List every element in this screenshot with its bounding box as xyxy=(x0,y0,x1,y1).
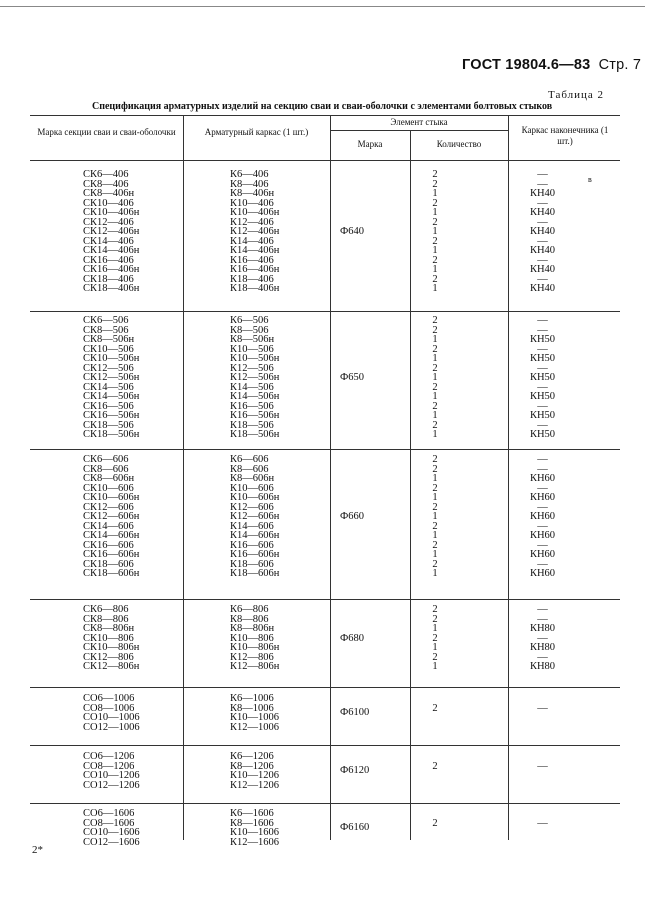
group-3-column xyxy=(230,455,279,579)
joint-qty-cell: 1 xyxy=(432,353,438,364)
section-mark-cell: СК12—806 xyxy=(83,651,134,663)
joint-mark-cell: Ф660 xyxy=(340,511,365,522)
tip-frame-cell: КН40 xyxy=(529,283,556,294)
frame-cell: К6—1006 xyxy=(230,693,274,704)
section-mark-cell: СО10—1206 xyxy=(83,770,140,781)
group-2-column xyxy=(525,316,560,440)
tip-frame-cell: — xyxy=(537,254,548,266)
frame-cell: К14—506н xyxy=(230,391,280,402)
page-footer: 2* xyxy=(32,844,43,856)
section-mark-cell: СК18—406н xyxy=(83,283,140,294)
col-header-joint-mark: Марка xyxy=(357,139,383,149)
frame-cell: К12—806н xyxy=(230,661,280,672)
section-mark-cell: СК10—506н xyxy=(83,353,140,364)
frame-cell: К8—506н xyxy=(230,334,275,345)
tip-frame-cell xyxy=(525,713,560,723)
joint-qty-cell xyxy=(420,723,450,733)
section-mark-cell: СК16—506 xyxy=(83,400,134,412)
section-mark-cell: СК18—506н xyxy=(83,429,140,440)
specification-table xyxy=(30,115,620,848)
tip-frame-cell: — xyxy=(537,632,548,644)
group-6-column xyxy=(83,752,140,790)
frame-cell: К10—1206 xyxy=(230,770,280,781)
frame-cell: К12—606 xyxy=(230,501,274,513)
section-mark-cell: СК12—406н xyxy=(83,226,140,237)
joint-qty-cell: 1 xyxy=(432,283,438,294)
tip-frame-cell: — xyxy=(537,760,548,772)
group-2-column xyxy=(83,316,139,440)
tip-frame-cell: КН40 xyxy=(529,188,556,199)
joint-qty-cell: 1 xyxy=(432,623,438,634)
group-6-column xyxy=(420,752,450,790)
section-mark-cell: СК10—406 xyxy=(83,197,134,209)
tip-frame-cell: — xyxy=(537,558,548,570)
frame-cell: К14—606н xyxy=(230,530,280,541)
frame-cell: К16—506 xyxy=(230,400,274,412)
group-5-column xyxy=(230,694,279,732)
tip-frame-cell: — xyxy=(537,216,548,228)
group-3-column xyxy=(420,455,450,579)
frame-cell: К16—406н xyxy=(230,264,280,275)
frame-cell: К16—506н xyxy=(230,410,280,421)
frame-cell: К10—406 xyxy=(230,197,274,209)
tip-frame-cell: КН60 xyxy=(529,511,556,522)
joint-qty-cell: 2 xyxy=(432,501,438,513)
tip-frame-cell: — xyxy=(537,315,548,326)
joint-mark-cell: Ф6100 xyxy=(340,707,370,719)
section-mark-cell: СК8—806 xyxy=(83,613,129,625)
joint-qty-cell: 2 xyxy=(432,315,438,326)
joint-qty-cell: 1 xyxy=(432,391,438,402)
section-mark-cell: СО10—1606 xyxy=(83,827,140,838)
joint-qty-cell: 1 xyxy=(432,334,438,345)
frame-cell: К12—406н xyxy=(230,226,280,237)
tip-frame-cell: — xyxy=(537,482,548,494)
frame-cell: К12—1006 xyxy=(230,721,280,733)
frame-cell: К10—606н xyxy=(230,492,280,503)
group-6-column xyxy=(525,752,560,790)
section-mark-cell: СК14—506 xyxy=(83,381,134,393)
frame-cell: К12—1606 xyxy=(230,836,280,848)
section-mark-cell: СК8—406 xyxy=(83,178,129,190)
section-mark-cell: СК6—606 xyxy=(83,454,129,465)
group-5-column xyxy=(525,694,560,732)
tip-frame-cell: КН40 xyxy=(529,207,556,218)
tip-frame-cell: — xyxy=(537,235,548,247)
joint-qty-cell: 2 xyxy=(432,632,438,644)
section-mark-cell: СК16—406 xyxy=(83,254,134,266)
frame-cell: К18—406 xyxy=(230,273,274,285)
tip-frame-cell: КН50 xyxy=(529,410,556,421)
section-mark-cell: СК12—806н xyxy=(83,661,140,672)
col-header-mark-section: Марка секции сваи и сваи-оболочки xyxy=(37,127,176,137)
group-4-column xyxy=(230,605,279,672)
stray-mark: в xyxy=(588,175,592,184)
section-mark-cell: СК16—406н xyxy=(83,264,140,275)
section-mark-cell: СК16—606 xyxy=(83,539,134,551)
frame-cell: К8—806 xyxy=(230,613,269,625)
section-mark-cell: СО12—1006 xyxy=(83,721,140,733)
section-mark-cell: СК18—606н xyxy=(83,568,140,579)
joint-qty-cell: 2 xyxy=(432,558,438,570)
section-mark-cell: СК18—406 xyxy=(83,273,134,285)
joint-qty-cell: 1 xyxy=(432,492,438,503)
group-separator xyxy=(30,311,620,312)
section-mark-cell: СК10—506 xyxy=(83,343,134,355)
frame-cell: К16—406 xyxy=(230,254,274,266)
joint-qty-cell: 2 xyxy=(432,463,438,475)
joint-qty-cell: 2 xyxy=(432,817,438,829)
joint-qty-cell: 2 xyxy=(432,197,438,209)
joint-qty-cell: 2 xyxy=(432,613,438,625)
page-number: Стр. 7 xyxy=(598,57,642,73)
joint-qty-cell: 2 xyxy=(432,273,438,285)
joint-qty-cell: 1 xyxy=(432,264,438,275)
col-header-joint-element: Элемент стыка xyxy=(390,117,448,127)
section-mark-cell: СК14—406 xyxy=(83,235,134,247)
joint-qty-cell xyxy=(420,781,450,791)
frame-cell: К18—606 xyxy=(230,558,274,570)
tip-frame-cell: — xyxy=(537,343,548,355)
group-4-column xyxy=(420,605,450,672)
joint-qty-cell: 2 xyxy=(432,482,438,494)
frame-cell: К14—406 xyxy=(230,235,274,247)
section-mark-cell: СК6—406 xyxy=(83,169,129,180)
frame-cell: К12—606н xyxy=(230,511,280,522)
frame-cell: К10—806н xyxy=(230,642,280,653)
joint-qty-cell: 1 xyxy=(432,429,438,440)
section-mark-cell: СК8—606 xyxy=(83,463,129,475)
section-mark-cell: СК8—806н xyxy=(83,623,135,634)
joint-qty-cell: 2 xyxy=(432,454,438,465)
tip-frame-cell: КН50 xyxy=(529,372,556,383)
group-3-column xyxy=(83,455,139,579)
tip-frame-cell: — xyxy=(537,197,548,209)
tip-frame-cell: КН60 xyxy=(529,568,556,579)
tip-frame-cell: — xyxy=(537,324,548,336)
section-mark-cell: СК18—506 xyxy=(83,419,134,431)
section-mark-cell: СО6—1006 xyxy=(83,693,135,704)
tip-frame-cell: — xyxy=(537,604,548,615)
joint-qty-cell: 2 xyxy=(432,651,438,663)
group-7-column xyxy=(420,809,450,847)
section-mark-cell: СК8—506 xyxy=(83,324,129,336)
tip-frame-cell: — xyxy=(537,400,548,412)
group-separator xyxy=(30,803,620,804)
tip-frame-cell: — xyxy=(537,362,548,374)
tip-frame-cell: КН50 xyxy=(529,429,556,440)
frame-cell: К10—1606 xyxy=(230,827,280,838)
frame-cell: К18—506н xyxy=(230,429,280,440)
joint-qty-cell: 2 xyxy=(432,343,438,355)
section-mark-cell: СК10—806н xyxy=(83,642,140,653)
joint-qty-cell: 2 xyxy=(432,324,438,336)
joint-qty-cell: 1 xyxy=(432,226,438,237)
frame-cell: К16—606 xyxy=(230,539,274,551)
tip-frame-cell: — xyxy=(537,520,548,532)
joint-mark-cell: Ф650 xyxy=(340,372,365,383)
joint-qty-cell: 1 xyxy=(432,372,438,383)
section-mark-cell: СО10—1006 xyxy=(83,712,140,723)
joint-qty-cell: 1 xyxy=(432,188,438,199)
joint-qty-cell: 2 xyxy=(432,702,438,714)
table-number: Таблица 2 xyxy=(548,89,605,101)
joint-mark-cell: Ф6160 xyxy=(340,822,370,834)
section-mark-cell: СК14—606 xyxy=(83,520,134,532)
frame-cell: К6—606 xyxy=(230,454,269,465)
tip-frame-cell: — xyxy=(537,539,548,551)
group-7-column xyxy=(525,809,560,847)
tip-frame-cell xyxy=(525,771,560,781)
tip-frame-cell xyxy=(525,781,560,791)
frame-cell: К8—1606 xyxy=(230,817,274,829)
tip-frame-cell: КН50 xyxy=(529,334,556,345)
joint-qty-cell: 1 xyxy=(432,511,438,522)
frame-cell: К8—1206 xyxy=(230,760,274,772)
tip-frame-cell: — xyxy=(537,651,548,663)
group-1-column xyxy=(420,170,450,294)
joint-qty-cell: 2 xyxy=(432,400,438,412)
section-mark-cell: СО12—1606 xyxy=(83,836,140,848)
section-mark-cell: СО6—1606 xyxy=(83,808,135,819)
frame-cell: К12—506н xyxy=(230,372,280,383)
tip-frame-cell: — xyxy=(537,702,548,714)
tip-frame-cell: — xyxy=(537,501,548,513)
frame-cell: К8—406н xyxy=(230,188,275,199)
group-separator xyxy=(30,745,620,746)
joint-qty-cell: 2 xyxy=(432,604,438,615)
joint-mark-cell: Ф680 xyxy=(340,632,365,644)
tip-frame-cell: — xyxy=(537,178,548,190)
tip-frame-cell: КН80 xyxy=(529,642,556,653)
frame-cell: К12—506 xyxy=(230,362,274,374)
joint-mark-cell: Ф640 xyxy=(340,226,365,237)
group-5-column xyxy=(420,694,450,732)
joint-qty-cell: 1 xyxy=(432,549,438,560)
tip-frame-cell xyxy=(525,828,560,838)
frame-cell: К6—1606 xyxy=(230,808,274,819)
frame-cell: К8—406 xyxy=(230,178,269,190)
tip-frame-cell: — xyxy=(537,454,548,465)
section-mark-cell: СК12—606н xyxy=(83,511,140,522)
tip-frame-cell: КН80 xyxy=(529,623,556,634)
tip-frame-cell: КН80 xyxy=(529,661,556,672)
group-6-column xyxy=(230,752,279,790)
group-3-column xyxy=(525,455,560,579)
frame-cell: К14—406н xyxy=(230,245,280,256)
tip-frame-cell xyxy=(525,838,560,848)
tip-frame-cell: — xyxy=(537,817,548,829)
section-mark-cell: СК16—606н xyxy=(83,549,140,560)
section-mark-cell: СК12—606 xyxy=(83,501,134,513)
joint-qty-cell: 2 xyxy=(432,254,438,266)
tip-frame-cell: — xyxy=(537,273,548,285)
frame-cell: К6—1206 xyxy=(230,751,274,762)
section-mark-cell: СК8—506н xyxy=(83,334,135,345)
group-5-column xyxy=(83,694,140,732)
group-1-column xyxy=(525,170,560,294)
section-mark-cell: СК10—606н xyxy=(83,492,140,503)
tip-frame-cell: КН40 xyxy=(529,245,556,256)
frame-cell: К12—806 xyxy=(230,651,274,663)
frame-cell: К8—506 xyxy=(230,324,269,336)
section-mark-cell: СК10—806 xyxy=(83,632,134,644)
tip-frame-cell: КН50 xyxy=(529,353,556,364)
frame-cell: К8—606 xyxy=(230,463,269,475)
section-mark-cell: СО8—1006 xyxy=(83,702,135,714)
joint-qty-cell xyxy=(420,828,450,838)
joint-qty-cell: 2 xyxy=(432,520,438,532)
frame-cell: К10—806 xyxy=(230,632,274,644)
joint-qty-cell: 2 xyxy=(432,539,438,551)
section-mark-cell: СК6—506 xyxy=(83,315,129,326)
frame-cell: К10—506н xyxy=(230,353,280,364)
tip-frame-cell: КН40 xyxy=(529,226,556,237)
joint-qty-cell: 2 xyxy=(432,760,438,772)
joint-mark-cell: Ф6120 xyxy=(340,765,370,777)
frame-cell: К6—406 xyxy=(230,169,269,180)
tip-frame-cell: — xyxy=(537,381,548,393)
frame-cell: К8—806н xyxy=(230,623,275,634)
group-separator xyxy=(30,687,620,688)
top-rule xyxy=(0,6,645,7)
group-2-column xyxy=(420,316,450,440)
section-mark-cell: СК16—506н xyxy=(83,410,140,421)
tip-frame-cell: КН60 xyxy=(529,492,556,503)
tip-frame-cell: — xyxy=(537,169,548,180)
joint-qty-cell: 1 xyxy=(432,473,438,484)
joint-qty-cell: 1 xyxy=(432,530,438,541)
frame-cell: К6—506 xyxy=(230,315,269,326)
tip-frame-cell: — xyxy=(537,463,548,475)
section-mark-cell: СК14—406н xyxy=(83,245,140,256)
group-2-column xyxy=(230,316,279,440)
page-header xyxy=(462,57,641,73)
section-mark-cell: СО8—1206 xyxy=(83,760,135,772)
joint-qty-cell: 1 xyxy=(432,661,438,672)
gost-number: ГОСТ 19804.6—83 xyxy=(462,57,591,73)
tip-frame-cell: КН60 xyxy=(529,473,556,484)
frame-cell: К10—606 xyxy=(230,482,274,494)
tip-frame-cell: КН50 xyxy=(529,391,556,402)
section-mark-cell: СК10—606 xyxy=(83,482,134,494)
frame-cell: К6—806 xyxy=(230,604,269,615)
group-4-column xyxy=(83,605,139,672)
group-4-column xyxy=(525,605,560,672)
section-mark-cell: СК18—606 xyxy=(83,558,134,570)
frame-cell: К18—406н xyxy=(230,283,280,294)
group-7-column xyxy=(230,809,279,847)
joint-qty-cell xyxy=(420,771,450,781)
section-mark-cell: СК14—606н xyxy=(83,530,140,541)
col-header-tip-frame: Каркас наконечника (1 шт.) xyxy=(521,125,609,146)
col-header-joint-qty: Количество xyxy=(436,139,482,149)
section-mark-cell: СО8—1606 xyxy=(83,817,135,829)
tip-frame-cell: КН60 xyxy=(529,549,556,560)
joint-qty-cell: 1 xyxy=(432,245,438,256)
section-mark-cell: СО6—1206 xyxy=(83,751,135,762)
tip-frame-cell: — xyxy=(537,419,548,431)
section-mark-cell: СК8—606н xyxy=(83,473,135,484)
group-1-column xyxy=(83,170,139,294)
frame-cell: К14—606 xyxy=(230,520,274,532)
frame-cell: К10—1006 xyxy=(230,712,280,723)
joint-qty-cell: 1 xyxy=(432,207,438,218)
tip-frame-cell: — xyxy=(537,613,548,625)
frame-cell: К14—506 xyxy=(230,381,274,393)
joint-qty-cell: 2 xyxy=(432,216,438,228)
section-mark-cell: СО12—1206 xyxy=(83,779,140,791)
section-mark-cell: СК12—506 xyxy=(83,362,134,374)
joint-qty-cell: 1 xyxy=(432,568,438,579)
section-mark-cell: СК12—506н xyxy=(83,372,140,383)
joint-qty-cell: 2 xyxy=(432,235,438,247)
joint-qty-cell: 2 xyxy=(432,362,438,374)
frame-cell: К18—506 xyxy=(230,419,274,431)
frame-cell: К10—406н xyxy=(230,207,280,218)
tip-frame-cell: КН40 xyxy=(529,264,556,275)
joint-qty-cell: 2 xyxy=(432,169,438,180)
table-caption: Спецификация арматурных изделий на секцию сваи и сваи-оболочки с элементами болтовых стыков xyxy=(92,101,553,112)
joint-qty-cell: 1 xyxy=(432,642,438,653)
section-mark-cell: СК10—406н xyxy=(83,207,140,218)
section-mark-cell: СК8—406н xyxy=(83,188,135,199)
joint-qty-cell: 2 xyxy=(432,381,438,393)
section-mark-cell: СК6—806 xyxy=(83,604,129,615)
frame-cell: К12—406 xyxy=(230,216,274,228)
frame-cell: К16—606н xyxy=(230,549,280,560)
joint-qty-cell: 1 xyxy=(432,410,438,421)
section-mark-cell: СК12—406 xyxy=(83,216,134,228)
joint-qty-cell xyxy=(420,838,450,848)
frame-cell: К18—606н xyxy=(230,568,280,579)
tip-frame-cell xyxy=(525,723,560,733)
joint-qty-cell: 2 xyxy=(432,419,438,431)
tip-frame-cell: КН60 xyxy=(529,530,556,541)
group-1-column xyxy=(230,170,279,294)
group-separator xyxy=(30,599,620,600)
section-mark-cell: СК14—506н xyxy=(83,391,140,402)
group-7-column xyxy=(83,809,140,847)
group-separator xyxy=(30,449,620,450)
joint-qty-cell xyxy=(420,713,450,723)
frame-cell: К8—1006 xyxy=(230,702,274,714)
col-header-frame: Арматурный каркас (1 шт.) xyxy=(204,127,309,137)
frame-cell: К12—1206 xyxy=(230,779,280,791)
joint-qty-cell: 2 xyxy=(432,178,438,190)
frame-cell: К10—506 xyxy=(230,343,274,355)
frame-cell: К8—606н xyxy=(230,473,275,484)
